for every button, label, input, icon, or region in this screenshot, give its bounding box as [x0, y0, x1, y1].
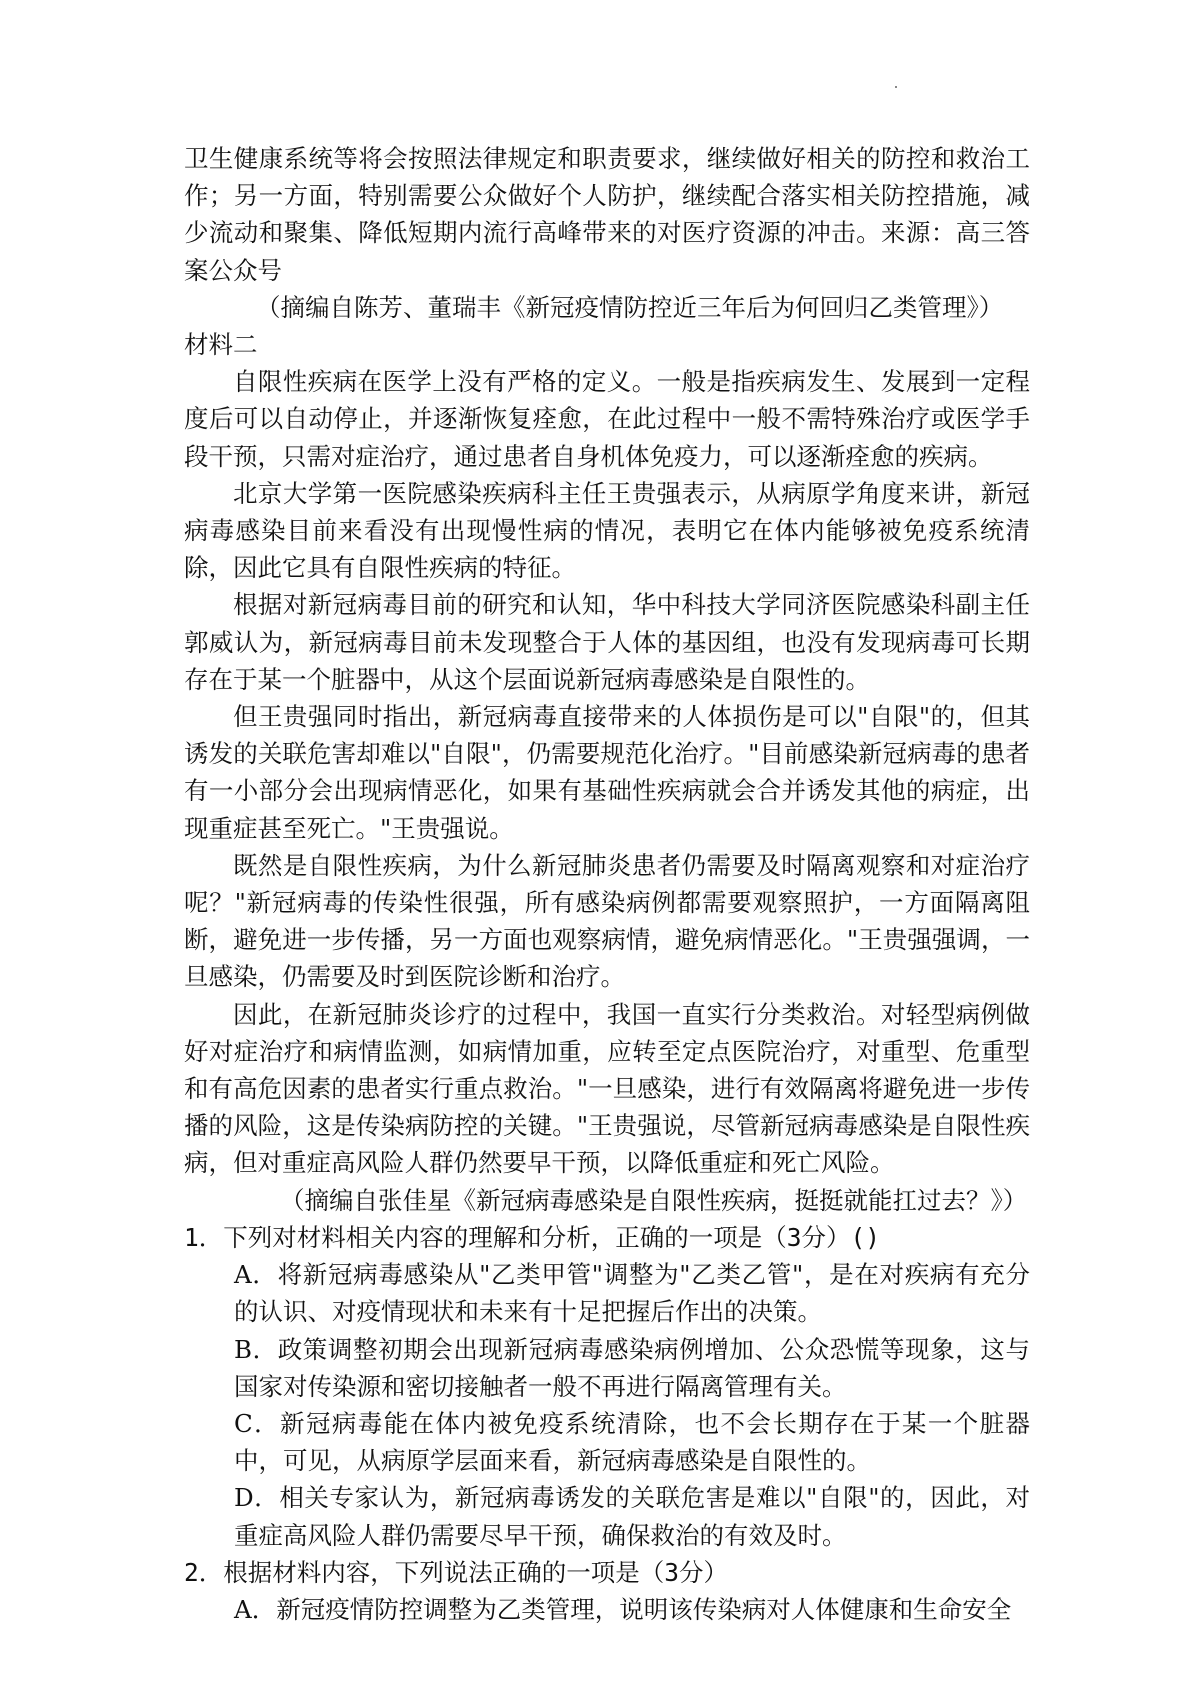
question-1-option-b: B．政策调整初期会出现新冠病毒感染病例增加、公众恐慌等现象，这与国家对传染源和密切接触者一般不再进行隔离管理有关。 — [234, 1334, 1030, 1401]
material2-paragraph: 根据对新冠病毒目前的研究和认知，华中科技大学同济医院感染科副主任郭威认为，新冠病毒目前未发现整合于人体的基因组，也没有发现病毒可长期存在于某一个脏器中，从这个层面说新冠病毒感染是自限性的。 — [184, 590, 1030, 694]
material2-paragraph: 既然是自限性疾病，为什么新冠肺炎患者仍需要及时隔离观察和对症治疗呢？"新冠病毒的传染性很强，所有感染病例都需要观察照护，一方面隔离阻断，避免进一步传播，另一方面也观察病情，避免病情恶化。"王贵强强调，一旦感染，仍需要及时到医院诊断和治疗。 — [184, 850, 1030, 992]
question-2-option-a: A．新冠疫情防控调整为乙类管理，说明该传染病对人体健康和生命安全 — [234, 1594, 1012, 1624]
question-1-option-c: C．新冠病毒能在体内被免疫系统清除，也不会长期存在于某一个脏器中，可见，从病原学层面来看，新冠病毒感染是自限性的。 — [234, 1408, 1030, 1476]
material2-paragraph: 自限性疾病在医学上没有严格的定义。一般是指疾病发生、发展到一定程度后可以自动停止，并逐渐恢复痊愈，在此过程中一般不需特殊治疗或医学手段干预，只需对症治疗，通过患者自身机体免疫力，可以逐渐痊愈的疾病。 — [184, 367, 1030, 471]
material2-paragraph: 但王贵强同时指出，新冠病毒直接带来的人体损伤是可以"自限"的，但其诱发的关联危害却难以"自限"，仍需要规范化治疗。"目前感染新冠病毒的患者有一小部分会出现病情恶化，如果有基础性疾病就会合并诱发其他的病症，出现重症甚至死亡。"王贵强说。 — [184, 702, 1030, 843]
material2-paragraph: 因此，在新冠肺炎诊疗的过程中，我国一直实行分类救治。对轻型病例做好对症治疗和病情监测，如病情加重，应转至定点医院治疗，对重型、危重型和有高危因素的患者实行重点救治。"一旦感染，进行有效隔离将避免进一步传播的风险，这是传染病防控的关键。"王贵强说，尽管新冠病毒感染是自限性疾病，但对重症高风险人群仍然要早干预，以降低重症和死亡风险。 — [184, 999, 1030, 1178]
material2-citation: （摘编自张佳星《新冠病毒感染是自限性疾病，挺挺就能扛过去？》） — [280, 1185, 1028, 1215]
question-1-stem: 1．下列对材料相关内容的理解和分析，正确的一项是（3分）() — [184, 1222, 880, 1252]
material2-heading: 材料二 — [184, 330, 258, 360]
material1-citation: （摘编自陈芳、董瑞丰《新冠疫情防控近三年后为何回归乙类管理》） — [256, 292, 1004, 322]
material2-paragraph: 北京大学第一医院感染疾病科主任王贵强表示，从病原学角度来讲，新冠病毒感染目前来看没有出现慢性病的情况，表明它在体内能够被免疫系统清除，因此它具有自限性疾病的特征。 — [184, 478, 1030, 583]
intro-continuation-paragraph: 卫生健康系统等将会按照法律规定和职责要求，继续做好相关的防控和救治工作；另一方面，特别需要公众做好个人防护，继续配合落实相关防控措施，减少流动和聚集、降低短期内流行高峰带来的对医疗资源的冲击。来源：高三答案公众号 — [184, 144, 1030, 285]
question-2-stem: 2．根据材料内容，下列说法正确的一项是（3分） — [184, 1557, 728, 1587]
question-1-option-a: A．将新冠病毒感染从"乙类甲管"调整为"乙类乙管"，是在对疾病有充分的认识、对疫情现状和未来有十足把握后作出的决策。 — [234, 1260, 1030, 1327]
question-1-option-d: D．相关专家认为，新冠病毒诱发的关联危害是难以"自限"的，因此，对重症高风险人群仍需要尽早干预，确保救治的有效及时。 — [234, 1483, 1030, 1550]
scan-dot-mark — [895, 86, 897, 88]
document-body — [184, 140, 1030, 1628]
